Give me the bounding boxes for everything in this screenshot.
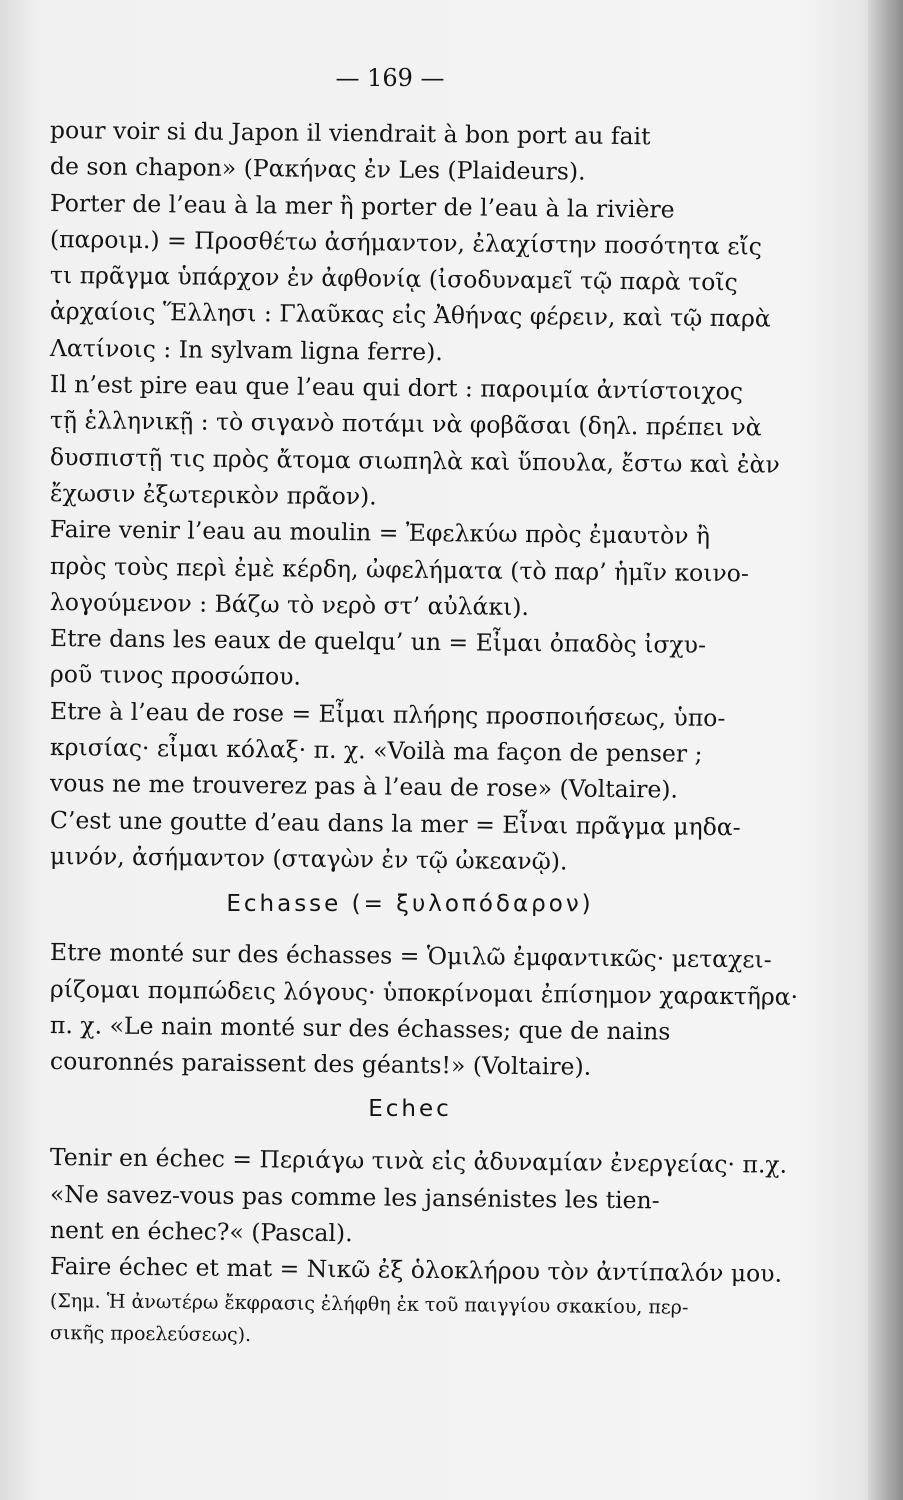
text-line: π. χ. «Le nain monté sur des échasses; que de nains bbox=[49, 1010, 671, 1046]
footnote-line: (Σημ. Ἡ ἀνωτέρω ἔκφρασις ἐλήφθη ἐκ τοῦ παιγγίου σκακίου, περ- bbox=[49, 1289, 689, 1319]
text-line: Porter de l’eau à la mer ἢ porter de l’eau à la rivière bbox=[49, 188, 675, 224]
text-line: Etre monté sur des échasses = Ὁμιλῶ ἐμφαντικῶς· μεταχει- bbox=[49, 938, 772, 974]
text-line: vous ne me trouverez pas à l’eau de rose» (Voltaire). bbox=[49, 769, 679, 804]
text-line: couronnés paraissent des géants!» (Voltaire). bbox=[49, 1047, 592, 1081]
text-line: πρὸς τοὺς περὶ ἐμὲ κέρδη, ὠφελήματα (τὸ παρ’ ἡμῖν κοινο- bbox=[49, 551, 750, 587]
section-heading-echec: Echec bbox=[368, 1096, 452, 1123]
text-line: de son chapon» (Ρακήνας ἐν Les (Plaideurs). bbox=[49, 152, 586, 186]
text-line: κρισίας· εἶμαι κόλαξ· π. χ. «Voilà ma façon de penser ; bbox=[49, 733, 703, 768]
text-line: τῇ ἑλληνικῇ : τὸ σιγανὸ ποτάμι νὰ φοβᾶσαι (δηλ. πρέπει νὰ bbox=[49, 406, 762, 442]
book-spine-shadow bbox=[868, 0, 903, 1500]
page-number: — 169 — bbox=[335, 64, 445, 92]
text-line: nent en échec?« (Pascal). bbox=[49, 1216, 353, 1248]
text-line: ἔχωσιν ἐξωτερικὸν πρᾶον). bbox=[49, 478, 377, 511]
text-line: ἀρχαίοις Ἕλλησι : Γλαῦκας εἰς Ἀθήνας φέρειν, καὶ τῷ παρὰ bbox=[49, 297, 771, 334]
section-heading-echasse: Echasse (= ξυλοπόδαρον) bbox=[226, 891, 594, 918]
text-line: ροῦ τινος προσώπου. bbox=[49, 660, 302, 692]
text-line: ρίζομαι πομπώδεις λόγους· ὑποκρίνομαι ἐπίσημον χαρακτῆρα· bbox=[49, 974, 799, 1011]
text-line: Tenir en échec = Περιάγω τινὰ εἰς ἀδυναμίαν ἐνεργείας· π.χ. bbox=[49, 1143, 788, 1180]
text-line: (παροιμ.) = Προσθέτω ἀσήμαντον, ἐλαχίστην ποσότητα εἴς bbox=[49, 224, 763, 261]
text-line: Λατίνοις : In sylvam ligna ferre). bbox=[49, 333, 443, 366]
text-line: Etre dans les eaux de quelqu’ un = Εἶμαι ὀπαδὸς ἰσχυ- bbox=[49, 624, 707, 660]
text-line: Etre à l’eau de rose = Εἶμαι πλήρης προσποιήσεως, ὑπο- bbox=[49, 696, 726, 732]
text-line: λογούμενον : Βάζω τὸ νερὸ στ’ αὐλάκι). bbox=[49, 587, 530, 621]
page-body bbox=[49, 112, 799, 1349]
text-line: Faire venir l’eau au moulin = Ἐφελκύω πρὸς ἐμαυτὸν ἢ bbox=[49, 515, 711, 551]
text-line: τι πρᾶγμα ὑπάρχον ἐν ἀφθονίᾳ (ἰσοδυναμεῖ τῷ παρὰ τοῖς bbox=[49, 261, 738, 297]
text-line: δυσπιστῇ τις πρὸς ἄτομα σιωπηλὰ καὶ ὕπουλα, ἔστω καὶ ἐὰν bbox=[49, 442, 780, 479]
footnote-line: σικῆς προελεύσεως). bbox=[49, 1321, 252, 1346]
text-line: pour voir si du Japon il viendrait à bon port au fait bbox=[49, 116, 651, 151]
text-line: μινόν, ἀσήμαντον (σταγὼν ἐν τῷ ὠκεανῷ). bbox=[49, 841, 568, 876]
text-line: «Ne savez-vous pas comme les jansénistes les tien- bbox=[49, 1179, 660, 1215]
text-line: C’est une goutte d’eau dans la mer = Εἶναι πρᾶγμα μηδα- bbox=[49, 805, 741, 841]
text-line: Faire échec et mat = Νικῶ ἐξ ὁλοκλήρου τὸν ἀντίπαλόν μου. bbox=[49, 1252, 783, 1288]
text-line: Il n’est pire eau que l’eau qui dort : παροιμία ἀντίστοιχος bbox=[49, 370, 744, 406]
